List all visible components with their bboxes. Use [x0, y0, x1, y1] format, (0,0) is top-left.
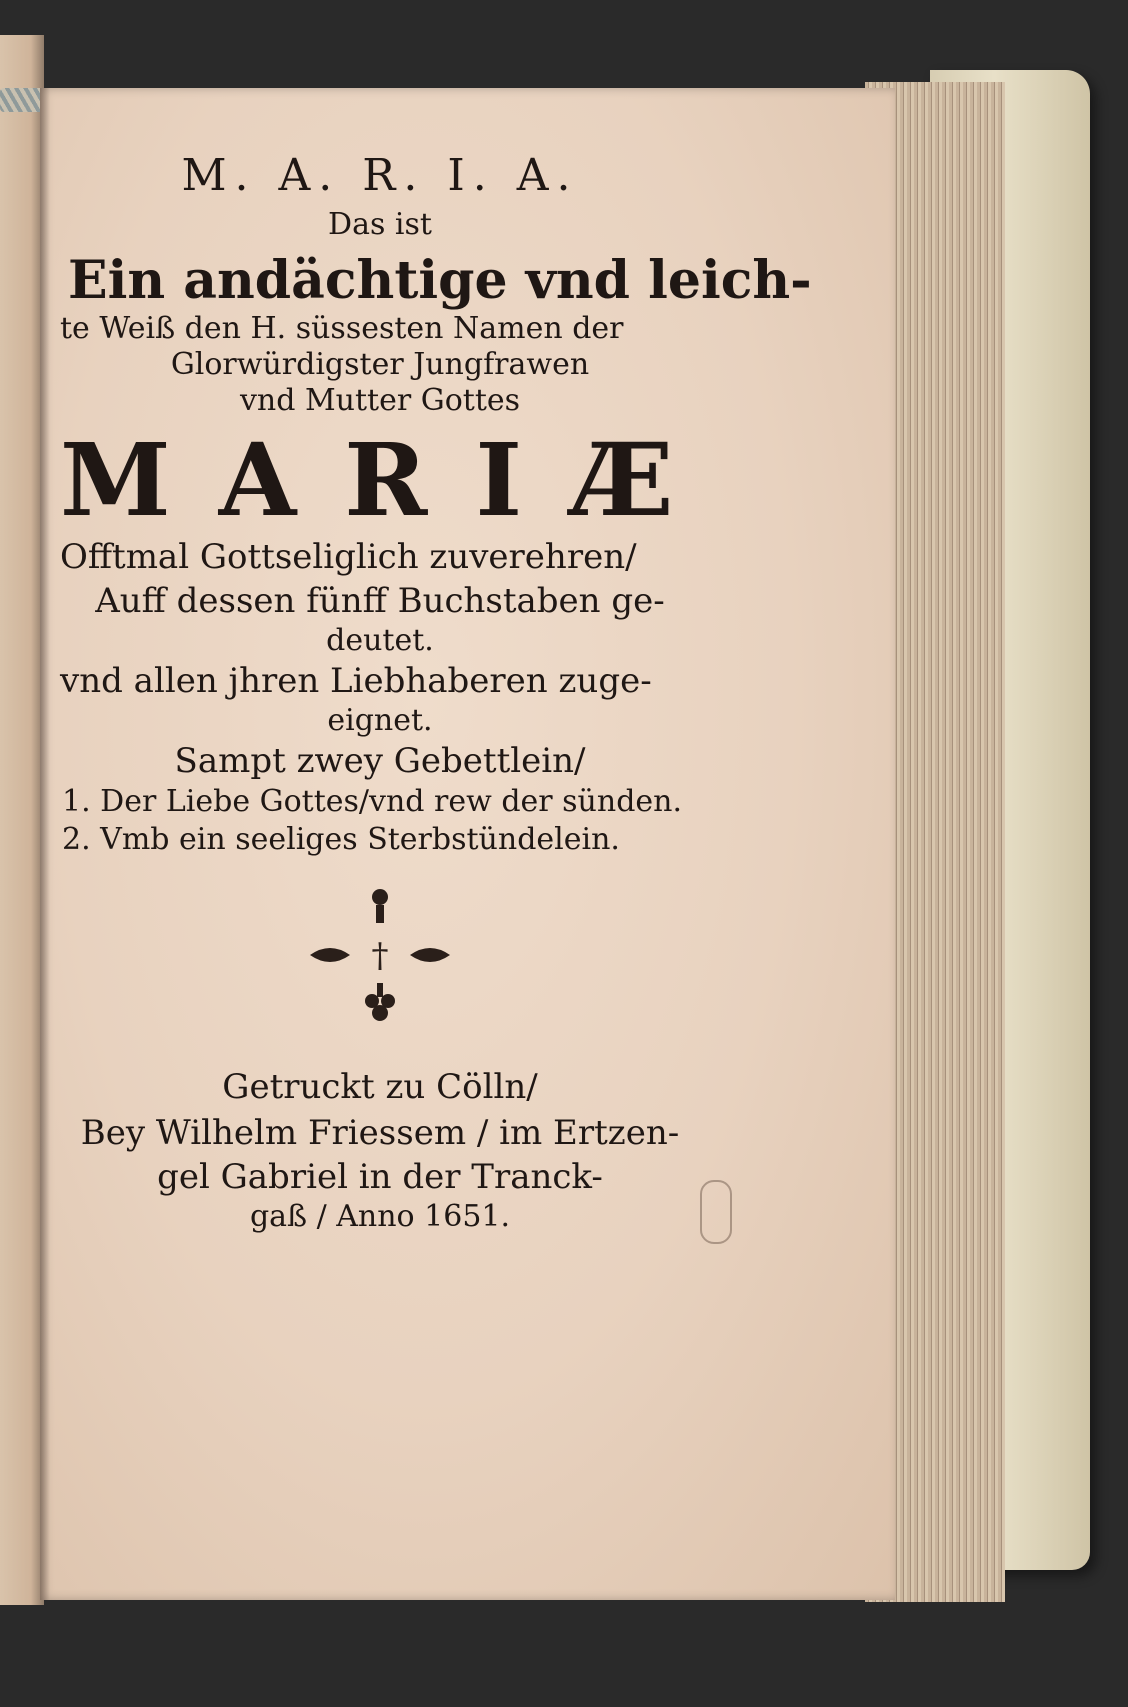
mariae-heading: MARIÆ [60, 421, 722, 539]
gutter-shadow [40, 88, 50, 1600]
imprint-line-4: gaß / Anno 1651. [249, 1199, 511, 1234]
title-line-1: Ein andächtige vnd leich- [68, 250, 812, 311]
title-page-text [60, 150, 812, 1235]
title-line-8: vnd allen jhren Liebhaberen zuge- [60, 661, 652, 701]
title-line-6: Auff dessen fünff Buchstaben ge- [95, 581, 665, 621]
left-page-edge [0, 35, 44, 1605]
ornament-cross: † [371, 936, 389, 976]
title-line-2: te Weiß den H. süssesten Namen der [60, 311, 624, 346]
das-ist-line: Das ist [328, 207, 432, 242]
imprint-line-1: Getruckt zu Cölln/ [222, 1067, 538, 1107]
prayer-item-1: 1. Der Liebe Gottes/vnd rew der sünden. [62, 784, 683, 819]
title-line-3: Glorwürdigster Jungfrawen [170, 347, 590, 382]
title-line-5: Offtmal Gottseliglich zuverehren/ [60, 537, 637, 577]
imprint-line-3: gel Gabriel in der Tranck- [157, 1157, 603, 1197]
imprint-line-2: Bey Wilhelm Friessem / im Ertzen- [80, 1113, 680, 1153]
prayer-item-2: 2. Vmb ein seeliges Sterbstündelein. [62, 822, 620, 857]
title-line-9: eignet. [327, 703, 433, 738]
stamp-mark [700, 1180, 732, 1244]
ornament-icon [280, 883, 480, 1033]
acronym-heading: M. A. R. I. A. [181, 150, 579, 201]
title-line-10: Sampt zwey Gebettlein/ [174, 741, 586, 781]
printers-ornament [280, 883, 480, 1033]
title-line-7: deutet. [326, 623, 434, 658]
title-line-4: vnd Mutter Gottes [239, 383, 521, 418]
